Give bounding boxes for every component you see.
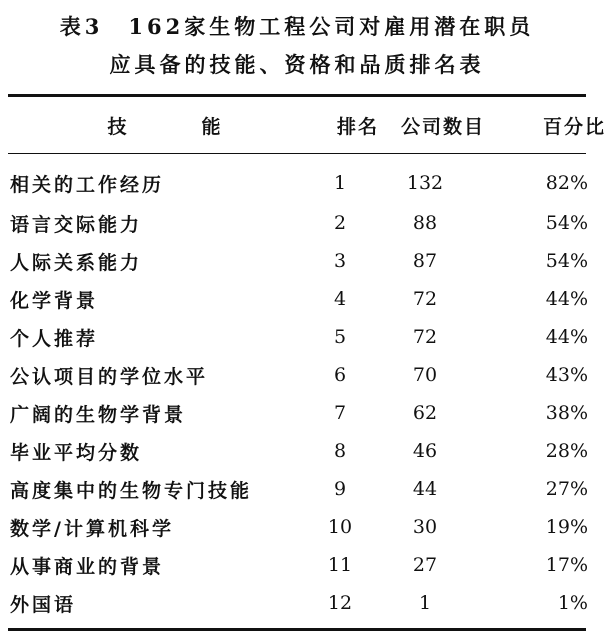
cell-percent: 19%: [545, 516, 588, 538]
cell-percent: 44%: [545, 326, 588, 348]
cell-count: 46: [412, 440, 438, 462]
header-row: [8, 97, 612, 153]
cell-rank: 3: [333, 250, 347, 272]
cell-percent: 28%: [545, 440, 588, 462]
cell-percent: 38%: [545, 402, 588, 424]
table-row: [8, 242, 596, 280]
cell-rank: 9: [333, 478, 347, 500]
table-header: [8, 97, 612, 153]
cell-count: 62: [412, 402, 438, 424]
cell-skill: 语言交际能力: [10, 213, 143, 236]
cell-rank: 8: [333, 440, 347, 462]
table-row: [8, 280, 596, 318]
cell-count: 1: [418, 592, 432, 614]
cell-count: 30: [412, 516, 438, 538]
header-percent: 百分比: [542, 115, 606, 138]
table-row: [8, 508, 596, 546]
cell-rank: 12: [327, 592, 353, 614]
cell-rank: 5: [333, 326, 347, 348]
bottom-rule: [8, 628, 586, 631]
cell-count: 72: [412, 326, 438, 348]
cell-rank: 4: [333, 288, 347, 310]
cell-skill: 人际关系能力: [10, 251, 143, 274]
table-row: [8, 432, 596, 470]
cell-skill: 外国语: [10, 593, 77, 616]
table-body: [8, 154, 596, 622]
table-row: [8, 318, 596, 356]
cell-rank: 2: [333, 212, 347, 234]
cell-count: 132: [406, 172, 444, 194]
cell-skill: 广阔的生物学背景: [10, 403, 187, 426]
table-row: [8, 546, 596, 584]
cell-skill: 个人推荐: [10, 327, 99, 350]
cell-percent: 82%: [545, 172, 588, 194]
table-row: [8, 470, 596, 508]
table-row: [8, 154, 596, 204]
cell-percent: 54%: [545, 212, 588, 234]
cell-skill: 相关的工作经历: [10, 173, 165, 196]
table-row: [8, 356, 596, 394]
cell-percent: 27%: [545, 478, 588, 500]
cell-rank: 6: [333, 364, 347, 386]
table-row: [8, 584, 596, 622]
cell-rank: 1: [333, 172, 347, 194]
cell-rank: 10: [327, 516, 353, 538]
cell-percent: 54%: [545, 250, 588, 272]
cell-skill: 公认项目的学位水平: [10, 365, 209, 388]
cell-percent: 43%: [545, 364, 588, 386]
cell-percent: 1%: [557, 592, 588, 614]
cell-count: 87: [412, 250, 438, 272]
cell-count: 44: [412, 478, 438, 500]
table-caption: [8, 10, 586, 82]
header-skill: 技 能: [107, 115, 249, 138]
cell-rank: 11: [327, 554, 353, 576]
cell-skill: 化学背景: [10, 289, 99, 312]
cell-percent: 44%: [545, 288, 588, 310]
table-row: [8, 394, 596, 432]
cell-count: 70: [412, 364, 438, 386]
header-count: 公司数目: [400, 115, 485, 138]
cell-count: 88: [412, 212, 438, 234]
cell-percent: 17%: [545, 554, 588, 576]
cell-skill: 毕业平均分数: [10, 441, 143, 464]
table-row: [8, 204, 596, 242]
header-rank: 排名: [336, 115, 379, 138]
caption-line-2: 应具备的技能、资格和品质排名表: [109, 52, 485, 77]
cell-skill: 数学/计算机科学: [10, 517, 174, 540]
cell-count: 72: [412, 288, 438, 310]
cell-skill: 从事商业的背景: [10, 555, 165, 578]
skills-ranking-table: [8, 97, 612, 153]
cell-skill: 高度集中的生物专门技能: [10, 479, 253, 502]
cell-count: 27: [412, 554, 438, 576]
skills-ranking-body: [8, 154, 596, 622]
caption-line-1: 表3 162家生物工程公司对雇用潜在职员: [59, 14, 535, 39]
cell-rank: 7: [333, 402, 347, 424]
